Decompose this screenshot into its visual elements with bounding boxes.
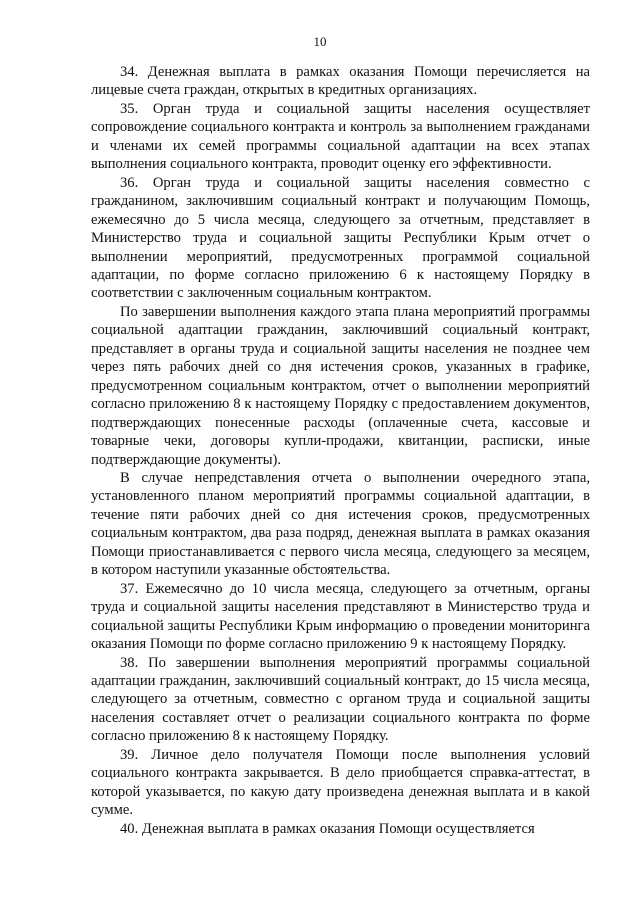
- paragraph-36-stage-report: По завершении выполнения каждого этапа плана мероприятий программы социальной адаптации гражданин, заключивший социальный контракт, представляет в органы труда и социальной защиты населения не позднее чем через пять рабочих дней со дня истечения сроков, указанных в графике, предусмотренном социальным контрактом, отчет о выполнении мероприятий согласно приложению 8 к настоящему Порядку с предоставлением документов, подтверждающих понесенные расходы (оплаченные счета, кассовые и товарные чеки, договоры купли-продажи, квитанции, расписки, иные подтверждающие документы).: [91, 303, 590, 468]
- document-body: [91, 63, 590, 838]
- paragraph-36: 36. Орган труда и социальной защиты населения совместно с гражданином, заключившим социальный контракт и получающим Помощь, ежемесячно до 5 числа месяца, следующего за отчетным, представляет в Министерство труда и социальной защиты Республики Крым отчет о выполнении мероприятий, предусмотренных программой социальной адаптации, по форме согласно приложению 6 к настоящему Порядку в соответствии с заключенным социальным контрактом.: [91, 174, 590, 302]
- page-number: 10: [313, 34, 327, 49]
- paragraph-37: 37. Ежемесячно до 10 числа месяца, следующего за отчетным, органы труда и социальной защиты населения представляют в Министерство труда и социальной защиты Республики Крым информацию о проведении мониторинга оказания Помощи по форме согласно приложению 9 к настоящему Порядку.: [91, 580, 590, 653]
- paragraph-36-nonsubmission: В случае непредставления отчета о выполнении очередного этапа, установленного планом мероприятий программы социальной адаптации, в течение пяти рабочих дней со дня истечения сроков, предусмотренных социальным контрактом, два раза подряд, денежная выплата в рамках оказания Помощи приостанавливается с первого числа месяца, следующего за месяцем, в котором наступили указанные обстоятельства.: [91, 469, 590, 579]
- paragraph-39: 39. Личное дело получателя Помощи после выполнения условий социального контракта закрывается. В дело приобщается справка-аттестат, в которой указывается, по какую дату произведена денежная выплата и в какой сумме.: [91, 746, 590, 819]
- paragraph-35: 35. Орган труда и социальной защиты населения осуществляет сопровождение социального контракта и контроль за выполнением гражданами и членами их семей программы социальной адаптации на всех этапах выполнения социального контракта, проводит оценку его эффективности.: [91, 100, 590, 173]
- paragraph-34: 34. Денежная выплата в рамках оказания Помощи перечисляется на лицевые счета граждан, открытых в кредитных организациях.: [91, 64, 590, 99]
- paragraph-40: 40. Денежная выплата в рамках оказания Помощи осуществляется: [120, 820, 535, 837]
- paragraph-38: 38. По завершении выполнения мероприятий программы социальной адаптации гражданин, заключивший социальный контракт, до 15 числа месяца, следующего за отчетным, совместно с органом труда и социальной защиты населения составляет отчет о реализации социального контракта по форме согласно приложению 8 к настоящему Порядку.: [91, 654, 590, 745]
